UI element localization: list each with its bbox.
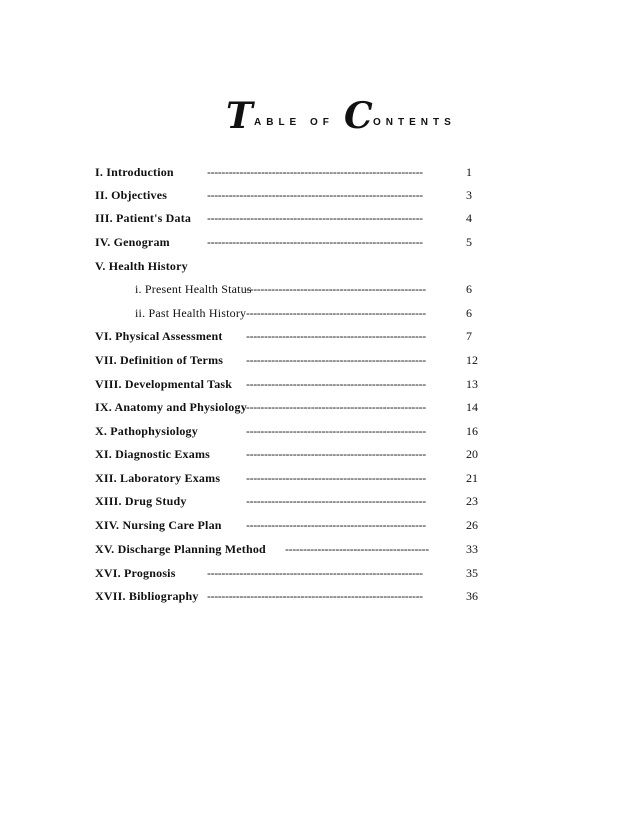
toc-row[interactable]	[0, 494, 638, 510]
toc-leader: --------------------------------------------------	[246, 377, 426, 391]
toc-leader: --------------------------------------------------	[246, 447, 426, 461]
toc-page: 23	[466, 494, 478, 508]
toc-row[interactable]	[0, 400, 638, 416]
toc-label: II. Objectives	[95, 188, 168, 202]
toc-row[interactable]	[0, 188, 638, 204]
toc-page: 36	[466, 589, 478, 603]
toc-page: 5	[466, 235, 472, 249]
toc-label: i. Present Health Status	[135, 282, 252, 296]
toc-row[interactable]	[0, 235, 638, 251]
toc-label: XIII. Drug Study	[95, 494, 187, 508]
toc-row[interactable]	[0, 353, 638, 369]
toc-row[interactable]	[0, 424, 638, 440]
toc-label: XVI. Prognosis	[95, 566, 176, 580]
toc-page: 7	[466, 329, 472, 343]
toc-leader: --------------------------------------------------	[246, 282, 426, 296]
toc-leader: ------------------------------------------------------------	[207, 211, 423, 225]
toc-page: 33	[466, 542, 478, 556]
toc-page: 13	[466, 377, 478, 391]
toc-row[interactable]	[0, 518, 638, 534]
toc-page: 20	[466, 447, 478, 461]
toc-page: 16	[466, 424, 478, 438]
toc-label: XVII. Bibliography	[95, 589, 199, 603]
toc-row[interactable]	[0, 165, 638, 181]
title-initial-t: T	[226, 95, 253, 137]
toc-label: I. Introduction	[95, 165, 174, 179]
toc-leader: --------------------------------------------------	[246, 518, 426, 532]
toc-section-heading	[0, 259, 638, 275]
toc-row[interactable]	[0, 377, 638, 393]
toc-leader: --------------------------------------------------	[246, 471, 426, 485]
toc-label: X. Pathophysiology	[95, 424, 198, 438]
toc-leader: ------------------------------------------------------------	[207, 235, 423, 249]
toc-leader: --------------------------------------------------	[246, 306, 426, 320]
toc-row[interactable]	[0, 566, 638, 582]
toc-leader: ----------------------------------------	[285, 542, 429, 556]
toc-page: 3	[466, 188, 472, 202]
toc-label: XII. Laboratory Exams	[95, 471, 221, 485]
toc-row[interactable]	[0, 211, 638, 227]
toc-row[interactable]	[0, 589, 638, 605]
toc-leader: --------------------------------------------------	[246, 494, 426, 508]
toc-label: XI. Diagnostic Exams	[95, 447, 211, 461]
toc-leader: --------------------------------------------------	[246, 329, 426, 343]
title-rest-ontents: ONTENTS	[373, 117, 456, 128]
toc-label: III. Patient's Data	[95, 211, 192, 225]
toc-label: IX. Anatomy and Physiology	[95, 400, 247, 414]
title-rest-able: ABLE	[254, 117, 302, 128]
toc-label: VII. Definition of Terms	[95, 353, 224, 367]
toc-label: V. Health History	[95, 259, 188, 273]
toc-row[interactable]	[0, 306, 638, 322]
toc-page: 4	[466, 211, 472, 225]
toc-page: 35	[466, 566, 478, 580]
toc-page: 6	[466, 282, 472, 296]
toc-leader: ------------------------------------------------------------	[207, 566, 423, 580]
toc-row[interactable]	[0, 329, 638, 345]
toc-page: 6	[466, 306, 472, 320]
toc-page: 14	[466, 400, 478, 414]
toc-leader: --------------------------------------------------	[246, 353, 426, 367]
toc-page: 26	[466, 518, 478, 532]
toc-label: IV. Genogram	[95, 235, 170, 249]
page-title	[0, 95, 638, 138]
toc-leader: --------------------------------------------------	[246, 424, 426, 438]
toc-leader: --------------------------------------------------	[246, 400, 426, 414]
toc-label: VI. Physical Assessment	[95, 329, 223, 343]
toc-leader: ------------------------------------------------------------	[207, 165, 423, 179]
toc-row[interactable]	[0, 542, 638, 558]
title-initial-c: C	[344, 95, 373, 137]
toc-label: XV. Discharge Planning Method	[95, 542, 266, 556]
toc-page: 12	[466, 353, 478, 367]
toc-row[interactable]	[0, 282, 638, 298]
toc-row[interactable]	[0, 471, 638, 487]
toc-page: 21	[466, 471, 478, 485]
toc-leader: ------------------------------------------------------------	[207, 188, 423, 202]
title-of: OF	[310, 117, 334, 128]
toc-label: XIV. Nursing Care Plan	[95, 518, 222, 532]
toc-leader: ------------------------------------------------------------	[207, 589, 423, 603]
toc-label: VIII. Developmental Task	[95, 377, 233, 391]
toc-page: 1	[466, 165, 472, 179]
toc-label: ii. Past Health History	[135, 306, 247, 320]
toc-row[interactable]	[0, 447, 638, 463]
